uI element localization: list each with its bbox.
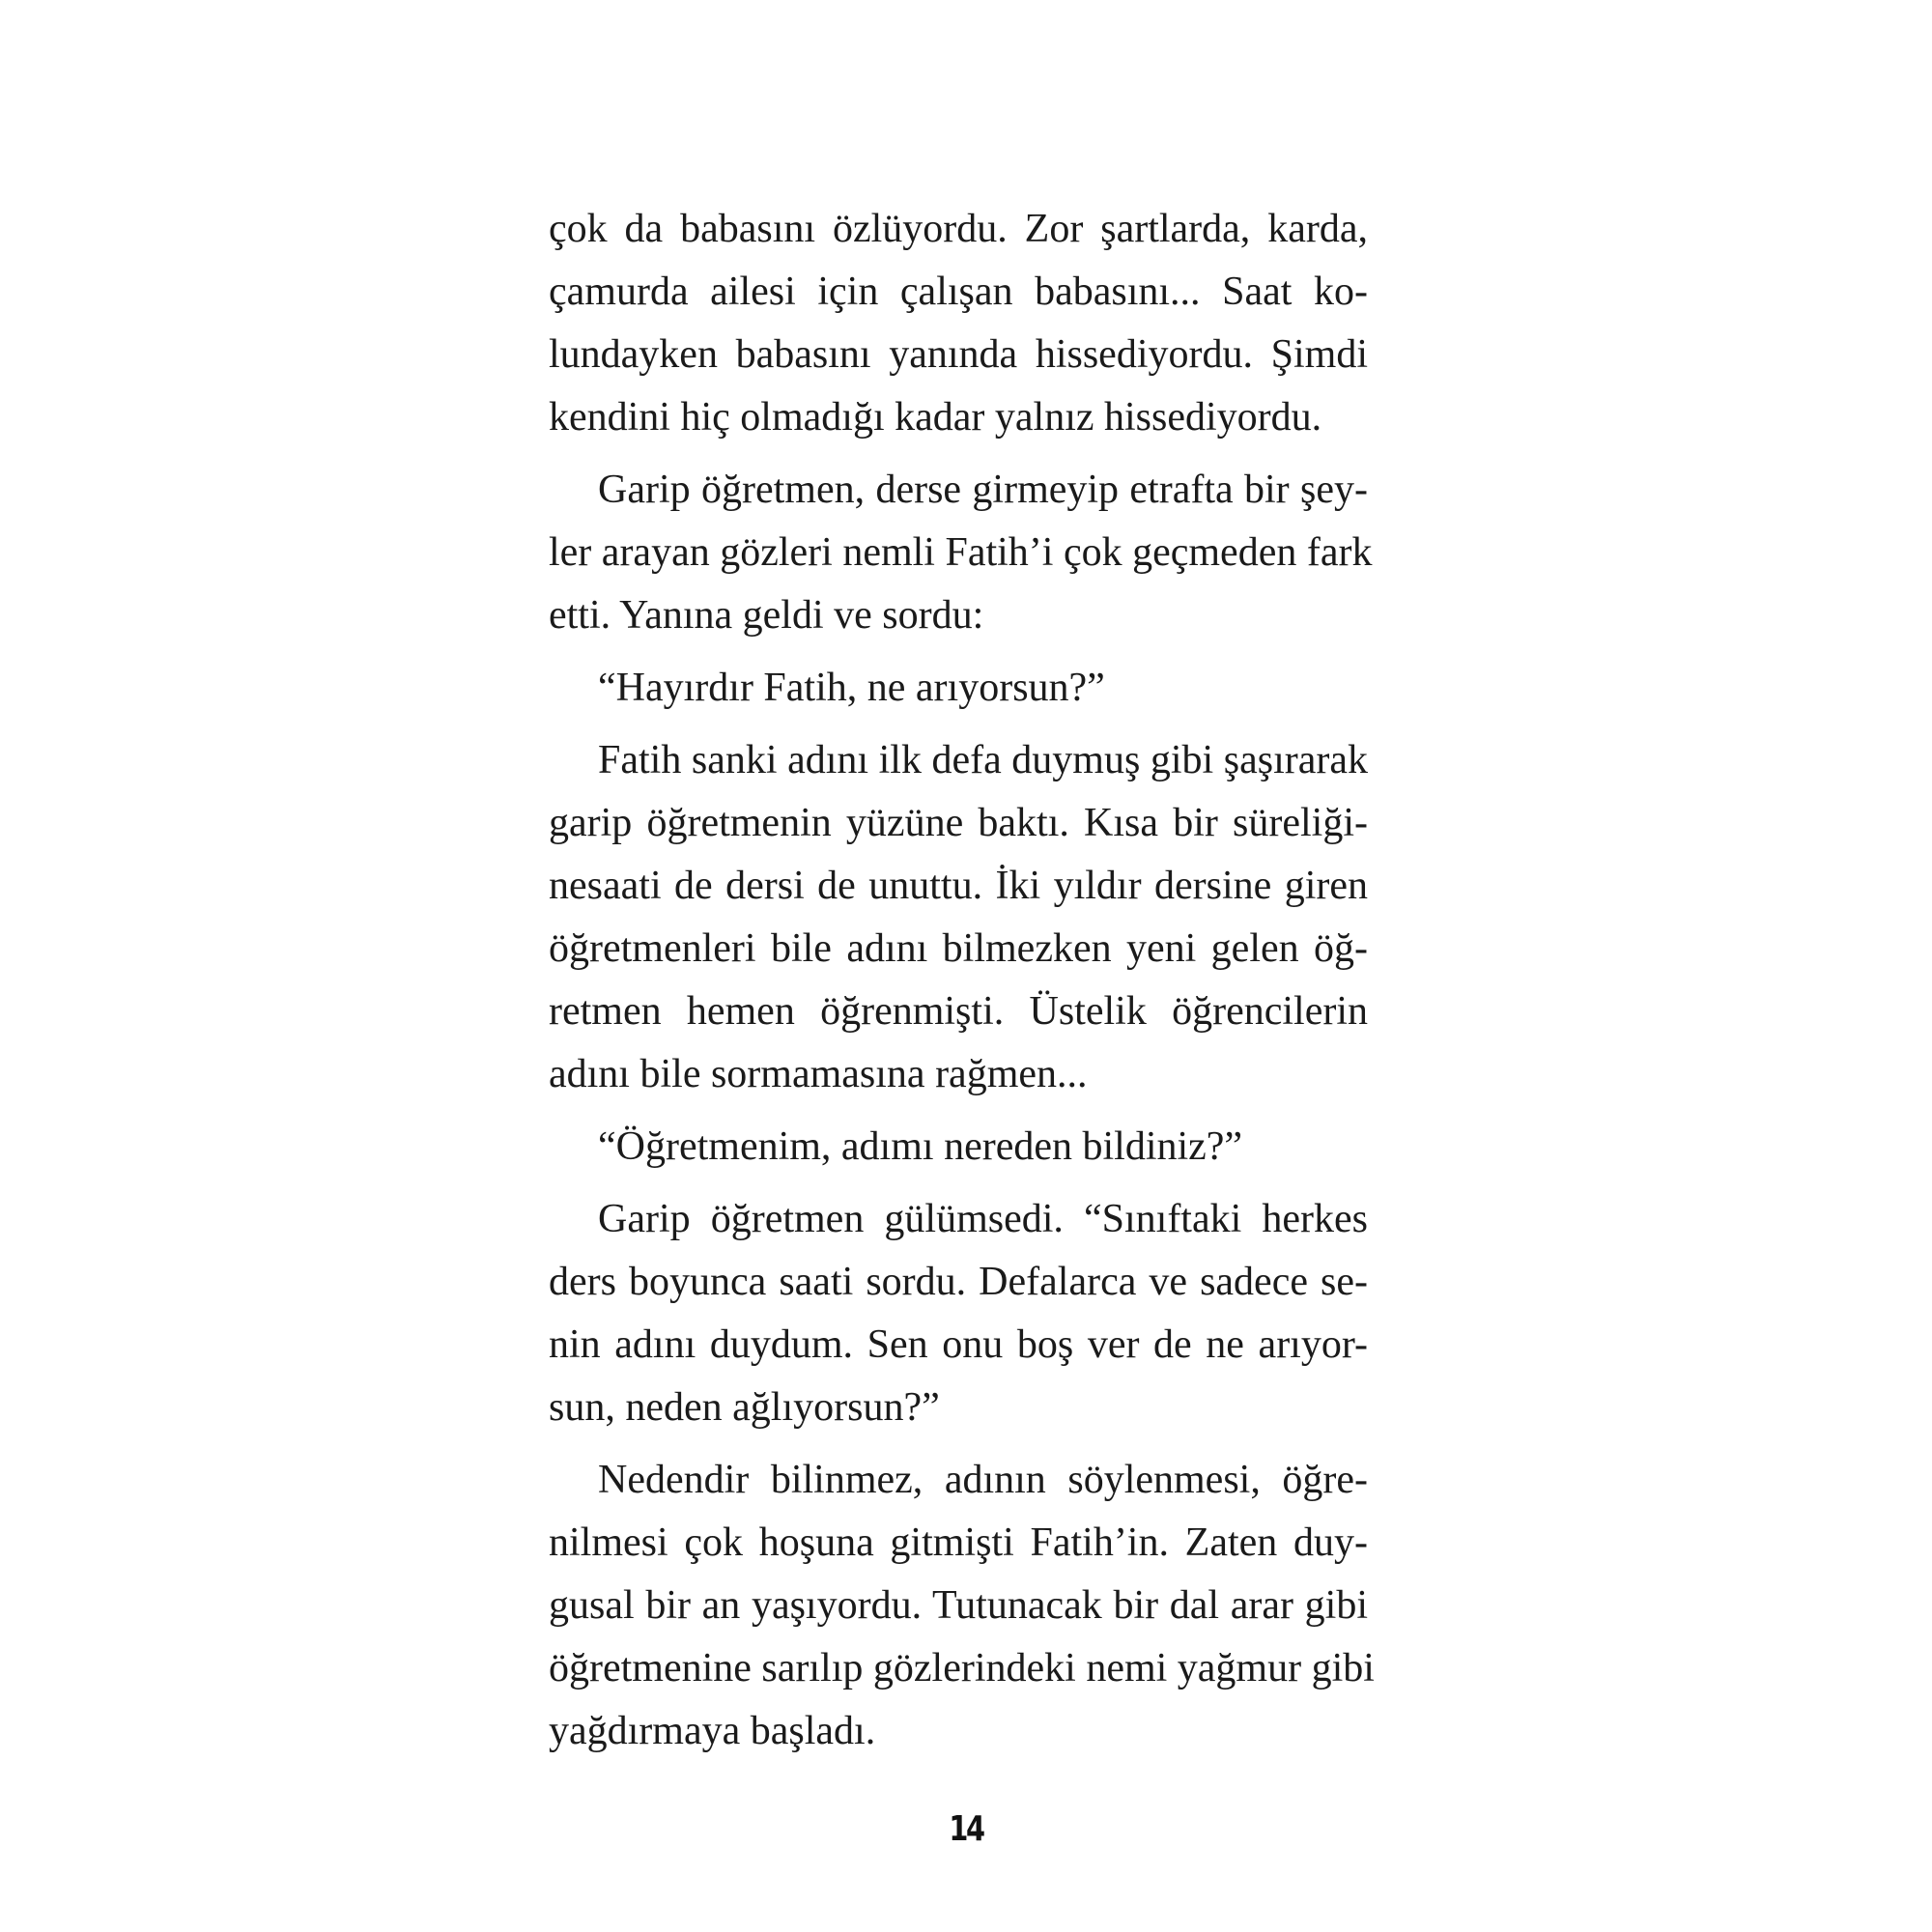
text-line: Fatih sanki adını ilk defa duymuş gibi şaşırarak [598,738,1368,782]
text-line: Garip öğretmen, derse girmeyip etrafta bir şey- [598,468,1368,512]
text-line: garip öğretmenin yüzüne baktı. Kısa bir süreliği- [549,801,1368,845]
text-line: nilmesi çok hoşuna gitmişti Fatih’in. Zaten duy- [549,1520,1368,1565]
page-number: 14 [949,1809,983,1849]
text-line: etti. Yanına geldi ve sordu: [549,593,984,638]
text-line: retmen hemen öğrenmişti. Üstelik öğrencilerin [549,989,1368,1034]
text-line: gusal bir an yaşıyordu. Tutunacak bir dal arar gibi [549,1583,1368,1628]
text-line: Garip öğretmen gülümsedi. “Sınıftaki herkes [598,1197,1368,1241]
text-line: öğretmenleri bile adını bilmezken yeni gelen öğ- [549,926,1368,971]
text-line: adını bile sormamasına rağmen... [549,1052,1088,1096]
text-line: “Öğretmenim, adımı nereden bildiniz?” [598,1124,1243,1169]
text-line: nin adını duydum. Sen onu boş ver de ne arıyor- [549,1322,1368,1367]
text-line: ders boyunca saati sordu. Defalarca ve sadece se- [549,1260,1368,1304]
text-line: kendini hiç olmadığı kadar yalnız hissediyordu. [549,395,1322,440]
text-line: ler arayan gözleri nemli Fatih’i çok geçmeden fark [549,530,1373,575]
text-line: Nedendir bilinmez, adının söylenmesi, öğre- [598,1458,1368,1502]
text-line: “Hayırdır Fatih, ne arıyorsun?” [598,666,1105,710]
text-line: çok da babasını özlüyordu. Zor şartlarda, karda, [549,207,1368,251]
text-line: öğretmenine sarılıp gözlerindeki nemi yağmur gibi [549,1646,1375,1690]
text-line: sun, neden ağlıyorsun?” [549,1385,940,1430]
text-line: yağdırmaya başladı. [549,1709,876,1753]
text-line: çamurda ailesi için çalışan babasını... Saat ko- [549,270,1368,314]
text-line: lundayken babasını yanında hissediyordu. Şimdi [549,332,1368,377]
body-text [549,198,1375,1763]
text-line: nesaati de dersi de unuttu. İki yıldır dersine giren [549,864,1368,908]
